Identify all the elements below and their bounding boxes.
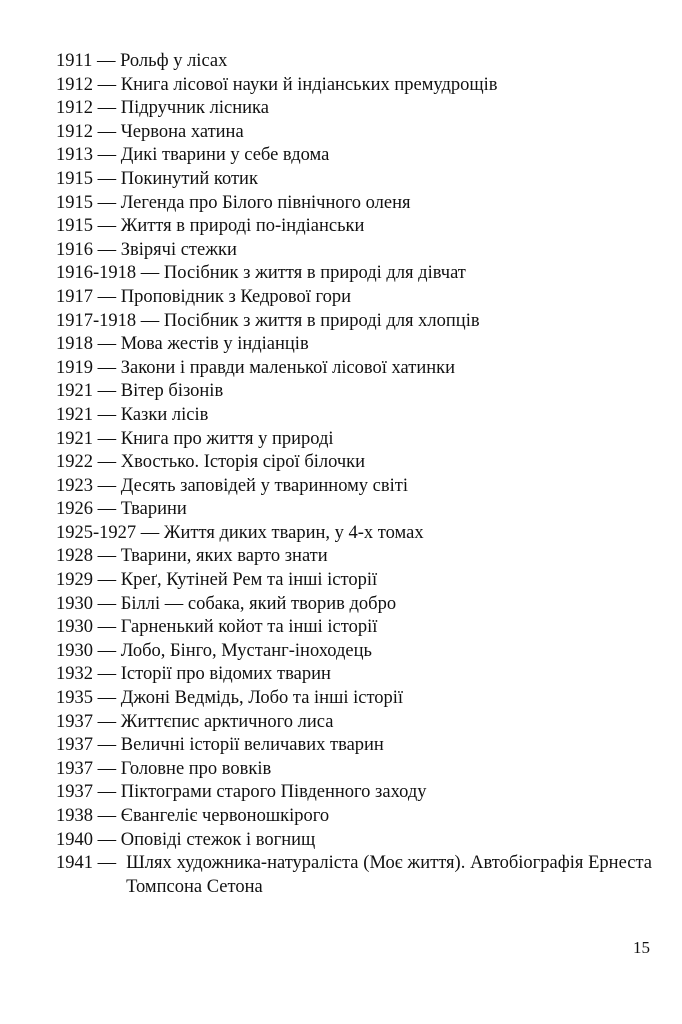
bibliography-entry (56, 593, 656, 617)
bibliography-entry (56, 734, 656, 758)
entry-year: 1932 (56, 664, 93, 685)
bibliography-entry (56, 333, 656, 357)
bibliography-entry (56, 144, 656, 168)
bibliography-entry (56, 711, 656, 735)
entry-separator: — (97, 664, 117, 685)
entry-year: 1937 (56, 758, 93, 779)
entry-title: Життєпис арктичного лиса (120, 711, 334, 732)
entry-separator: — (97, 806, 117, 826)
entry-title: Рольф у лісах (120, 51, 228, 71)
entry-year: 1926 (56, 499, 93, 520)
entry-separator: — (97, 357, 117, 378)
entry-separator: — (97, 192, 117, 213)
entry-title: Закони і правди маленької лісової хатинки (120, 357, 456, 378)
entry-title: Головне про вовків (120, 758, 272, 779)
entry-year: 1930 (56, 617, 93, 638)
entry-year: 1921 (56, 381, 93, 402)
entry-separator: — (97, 546, 117, 567)
bibliography-entry (56, 286, 656, 310)
bibliography-entry (56, 404, 656, 428)
entry-separator: — (97, 735, 117, 756)
entry-separator: — (97, 428, 117, 449)
entry-title: Посібник з життя в природі для хлопців (163, 310, 480, 331)
entry-title: Звірячі стежки (120, 239, 237, 260)
entry-year: 1930 (56, 593, 93, 614)
bibliography-list (56, 50, 656, 899)
entry-separator: — (140, 522, 160, 543)
entry-separator: — (97, 758, 117, 779)
entry-year: 1941 — (56, 853, 117, 874)
entry-year: 1918 (56, 334, 93, 355)
entry-separator: — (97, 98, 117, 119)
entry-year: 1921 (56, 404, 93, 425)
entry-separator: — (97, 711, 117, 732)
entry-title: Величні історії величавих тварин (120, 735, 384, 756)
entry-title: Легенда про Білого північного оленя (120, 192, 411, 213)
entry-title: Євангеліє червоношкірого (120, 806, 330, 826)
entry-separator: — (140, 310, 160, 331)
entry-year: 1912 (56, 121, 93, 142)
entry-title: Тварини, яких варто знати (120, 546, 328, 567)
bibliography-entry (56, 428, 656, 452)
entry-separator: — (97, 452, 117, 473)
entry-year: 1922 (56, 452, 93, 473)
entry-title: Оповіді стежок і вогнищ (120, 829, 316, 850)
bibliography-entry (56, 475, 656, 499)
bibliography-entry (56, 97, 656, 121)
bibliography-entry (56, 829, 656, 853)
entry-separator: — (96, 51, 116, 71)
bibliography-entry (56, 805, 656, 829)
entry-year: 1929 (56, 570, 93, 591)
entry-title: Книга про життя у природі (120, 428, 334, 449)
entry-year: 1916-1918 (56, 263, 137, 284)
entry-separator: — (97, 334, 117, 355)
entry-title: Посібник з життя в природі для дівчат (163, 263, 466, 284)
bibliography-entry (56, 781, 656, 805)
entry-title: Підручник лісника (120, 98, 269, 119)
entry-title: Тварини (120, 499, 187, 520)
entry-title: Книга лісової науки й індіанських премудрощів (120, 74, 498, 95)
entry-title: Червона хатина (120, 121, 244, 142)
bibliography-entry (56, 663, 656, 687)
entry-year: 1935 (56, 688, 93, 709)
entry-separator: — (97, 145, 117, 166)
entry-title: Шлях художника-натураліста (Моє життя). Автобіографія Ернеста Томпсона Сетона (126, 853, 652, 897)
entry-title: Біллі — собака, який творив добро (120, 593, 397, 614)
entry-title: Джоні Ведмідь, Лобо та інші історії (120, 688, 404, 709)
entry-year: 1937 (56, 782, 93, 803)
bibliography-entry (56, 357, 656, 381)
entry-year: 1915 (56, 192, 93, 213)
entry-separator: — (97, 168, 117, 189)
entry-separator: — (97, 475, 117, 496)
bibliography-entry (56, 569, 656, 593)
entry-title: Казки лісів (120, 404, 209, 425)
bibliography-entry (56, 121, 656, 145)
entry-separator: — (97, 286, 117, 307)
entry-separator: — (97, 239, 117, 260)
entry-separator: — (97, 829, 117, 850)
entry-title: Дикі тварини у себе вдома (120, 145, 330, 166)
entry-year: 1911 (56, 51, 93, 71)
bibliography-entry (56, 522, 656, 546)
entry-separator: — (97, 570, 117, 591)
entry-year: 1930 (56, 640, 93, 661)
entry-separator: — (97, 593, 117, 614)
entry-year: 1937 (56, 711, 93, 732)
entry-separator: — (97, 640, 117, 661)
entry-year: 1915 (56, 168, 93, 189)
bibliography-entry (56, 74, 656, 98)
entry-title: Проповідник з Кедрової гори (120, 286, 352, 307)
bibliography-entry (56, 192, 656, 216)
entry-year: 1913 (56, 145, 93, 166)
entry-title: Піктограми старого Південного заходу (120, 782, 427, 803)
entry-title: Життя диких тварин, у 4-х томах (163, 522, 424, 543)
bibliography-entry (56, 687, 656, 711)
entry-title: Життя в природі по-індіанськи (120, 216, 365, 237)
entry-separator: — (97, 216, 117, 237)
bibliography-entry (56, 545, 656, 569)
entry-title: Хвостько. Історія сірої білочки (120, 452, 366, 473)
entry-separator: — (97, 381, 117, 402)
bibliography-entry (56, 498, 656, 522)
entry-year: 1921 (56, 428, 93, 449)
entry-year: 1916 (56, 239, 93, 260)
bibliography-entry (56, 451, 656, 475)
bibliography-entry (56, 262, 656, 286)
bibliography-entry (56, 168, 656, 192)
entry-title: Десять заповідей у тваринному світі (120, 475, 408, 496)
entry-title: Мова жестів у індіанців (120, 334, 309, 355)
entry-title: Креґ, Кутіней Рем та інші історії (120, 570, 378, 591)
entry-title: Покинутий котик (120, 168, 258, 189)
bibliography-entry (56, 758, 656, 782)
entry-year: 1928 (56, 546, 93, 567)
bibliography-entry (56, 50, 656, 74)
entry-separator: — (97, 688, 117, 709)
bibliography-entry (56, 380, 656, 404)
entry-year: 1915 (56, 216, 93, 237)
bibliography-entry-last (56, 852, 656, 899)
bibliography-entry (56, 310, 656, 334)
entry-title: Вітер бізонів (120, 381, 224, 402)
entry-year: 1938 (56, 806, 93, 826)
entry-title: Лобо, Бінго, Мустанг-іноходець (120, 640, 372, 661)
entry-year: 1940 (56, 829, 93, 850)
entry-separator: — (97, 74, 117, 95)
bibliography-entry (56, 616, 656, 640)
entry-separator: — (97, 782, 117, 803)
entry-separator: — (97, 617, 117, 638)
entry-title: Гарненький койот та інші історії (120, 617, 378, 638)
entry-year: 1917 (56, 286, 93, 307)
entry-year: 1923 (56, 475, 93, 496)
entry-year: 1919 (56, 357, 93, 378)
entry-year: 1912 (56, 98, 93, 119)
bibliography-entry (56, 215, 656, 239)
bibliography-entry (56, 239, 656, 263)
bibliography-entry (56, 640, 656, 664)
entry-year: 1925-1927 (56, 522, 137, 543)
page-number: 15 (633, 938, 650, 957)
entry-year: 1912 (56, 74, 93, 95)
entry-separator: — (97, 499, 117, 520)
entry-year: 1917-1918 (56, 310, 137, 331)
entry-separator: — (97, 121, 117, 142)
entry-separator: — (140, 263, 160, 284)
entry-separator: — (97, 404, 117, 425)
entry-year: 1937 (56, 735, 93, 756)
entry-title: Історії про відомих тварин (120, 664, 331, 685)
